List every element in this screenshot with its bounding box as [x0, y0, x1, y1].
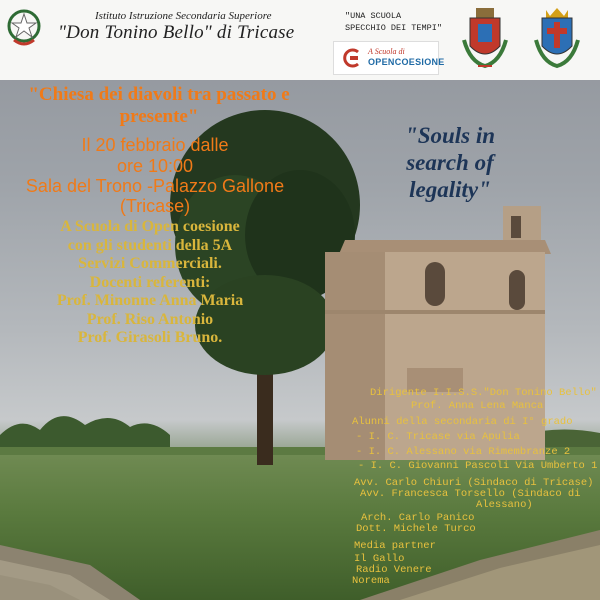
- event-city: (Tricase): [119, 196, 191, 216]
- credit-line: - I. C. Alessano via Rimembranze 2: [356, 446, 571, 458]
- tricase-crest-icon: [460, 6, 510, 72]
- description-line: con gli studenti della 5A: [67, 236, 233, 254]
- school-name: "Don Tonino Bello" di Tricase: [58, 22, 295, 43]
- event-description: [0, 218, 300, 348]
- slogan-line: "Souls in: [404, 123, 496, 148]
- credit-line: Dott. Michele Turco: [356, 523, 476, 535]
- credit-line: Alunni della secondaria di I° grado: [352, 416, 573, 428]
- description-line: Prof. Girasoli Bruno.: [77, 329, 223, 346]
- credit-line: Radio Venere: [356, 564, 432, 576]
- project-slogan: [380, 122, 520, 203]
- event-date: Il 20 febbraio dalle: [81, 135, 229, 155]
- description-line: Docenti referenti:: [89, 273, 211, 291]
- credit-line: Il Gallo: [354, 553, 405, 565]
- opencoesione-logo-top: A Scuola di: [368, 47, 405, 56]
- description-line: Prof. Minonne Anna Maria: [56, 292, 244, 309]
- credit-line: - I. C. Giovanni Pascoli Via Umberto 1: [358, 460, 598, 472]
- school-type-label: Istituto Istruzione Secondaria Superiore: [95, 10, 272, 22]
- event-title: "Chiesa dei diavoli tra passato e presente": [28, 84, 290, 127]
- motto-line: "UNA SCUOLA: [345, 11, 402, 21]
- italian-republic-emblem-icon: [6, 8, 42, 48]
- credits-list: [0, 388, 600, 600]
- credit-line: Avv. Carlo Chiuri (Sindaco di Tricase): [354, 477, 594, 489]
- credit-line: Avv. Francesca Torsello (Sindaco di: [360, 488, 581, 500]
- credit-line: Alessano): [476, 499, 533, 511]
- credit-line: Prof. Anna Lena Manca: [411, 400, 544, 412]
- motto-line: SPECCHIO DEI TEMPI": [345, 23, 442, 33]
- credit-line: Media partner: [354, 540, 436, 552]
- slogan-line: legality": [409, 177, 491, 202]
- description-line: Servizi Commerciali.: [78, 255, 222, 272]
- description-line: A Scuola di Open coesione: [60, 218, 240, 235]
- header-band: [0, 0, 600, 80]
- event-venue: Sala del Trono -Palazzo Gallone: [25, 176, 285, 196]
- credit-line: - I. C. Tricase via Apulia: [356, 431, 520, 443]
- credit-line: Dirigente I.I.S.S."Don Tonino Bello": [370, 387, 597, 399]
- slogan-line: search of: [406, 150, 494, 175]
- opencoesione-logo: [333, 41, 445, 75]
- alessano-crest-icon: [532, 6, 582, 72]
- credit-line: Arch. Carlo Panico: [361, 512, 475, 524]
- opencoesione-logo-text: OPENCOESIONE: [368, 57, 445, 67]
- credit-line: Norema: [352, 575, 390, 587]
- event-time: ore 10:00: [116, 156, 194, 176]
- description-line: Prof. Riso Antonio: [86, 310, 214, 328]
- opencoesione-logo-icon: [342, 48, 362, 68]
- school-motto: [345, 10, 455, 34]
